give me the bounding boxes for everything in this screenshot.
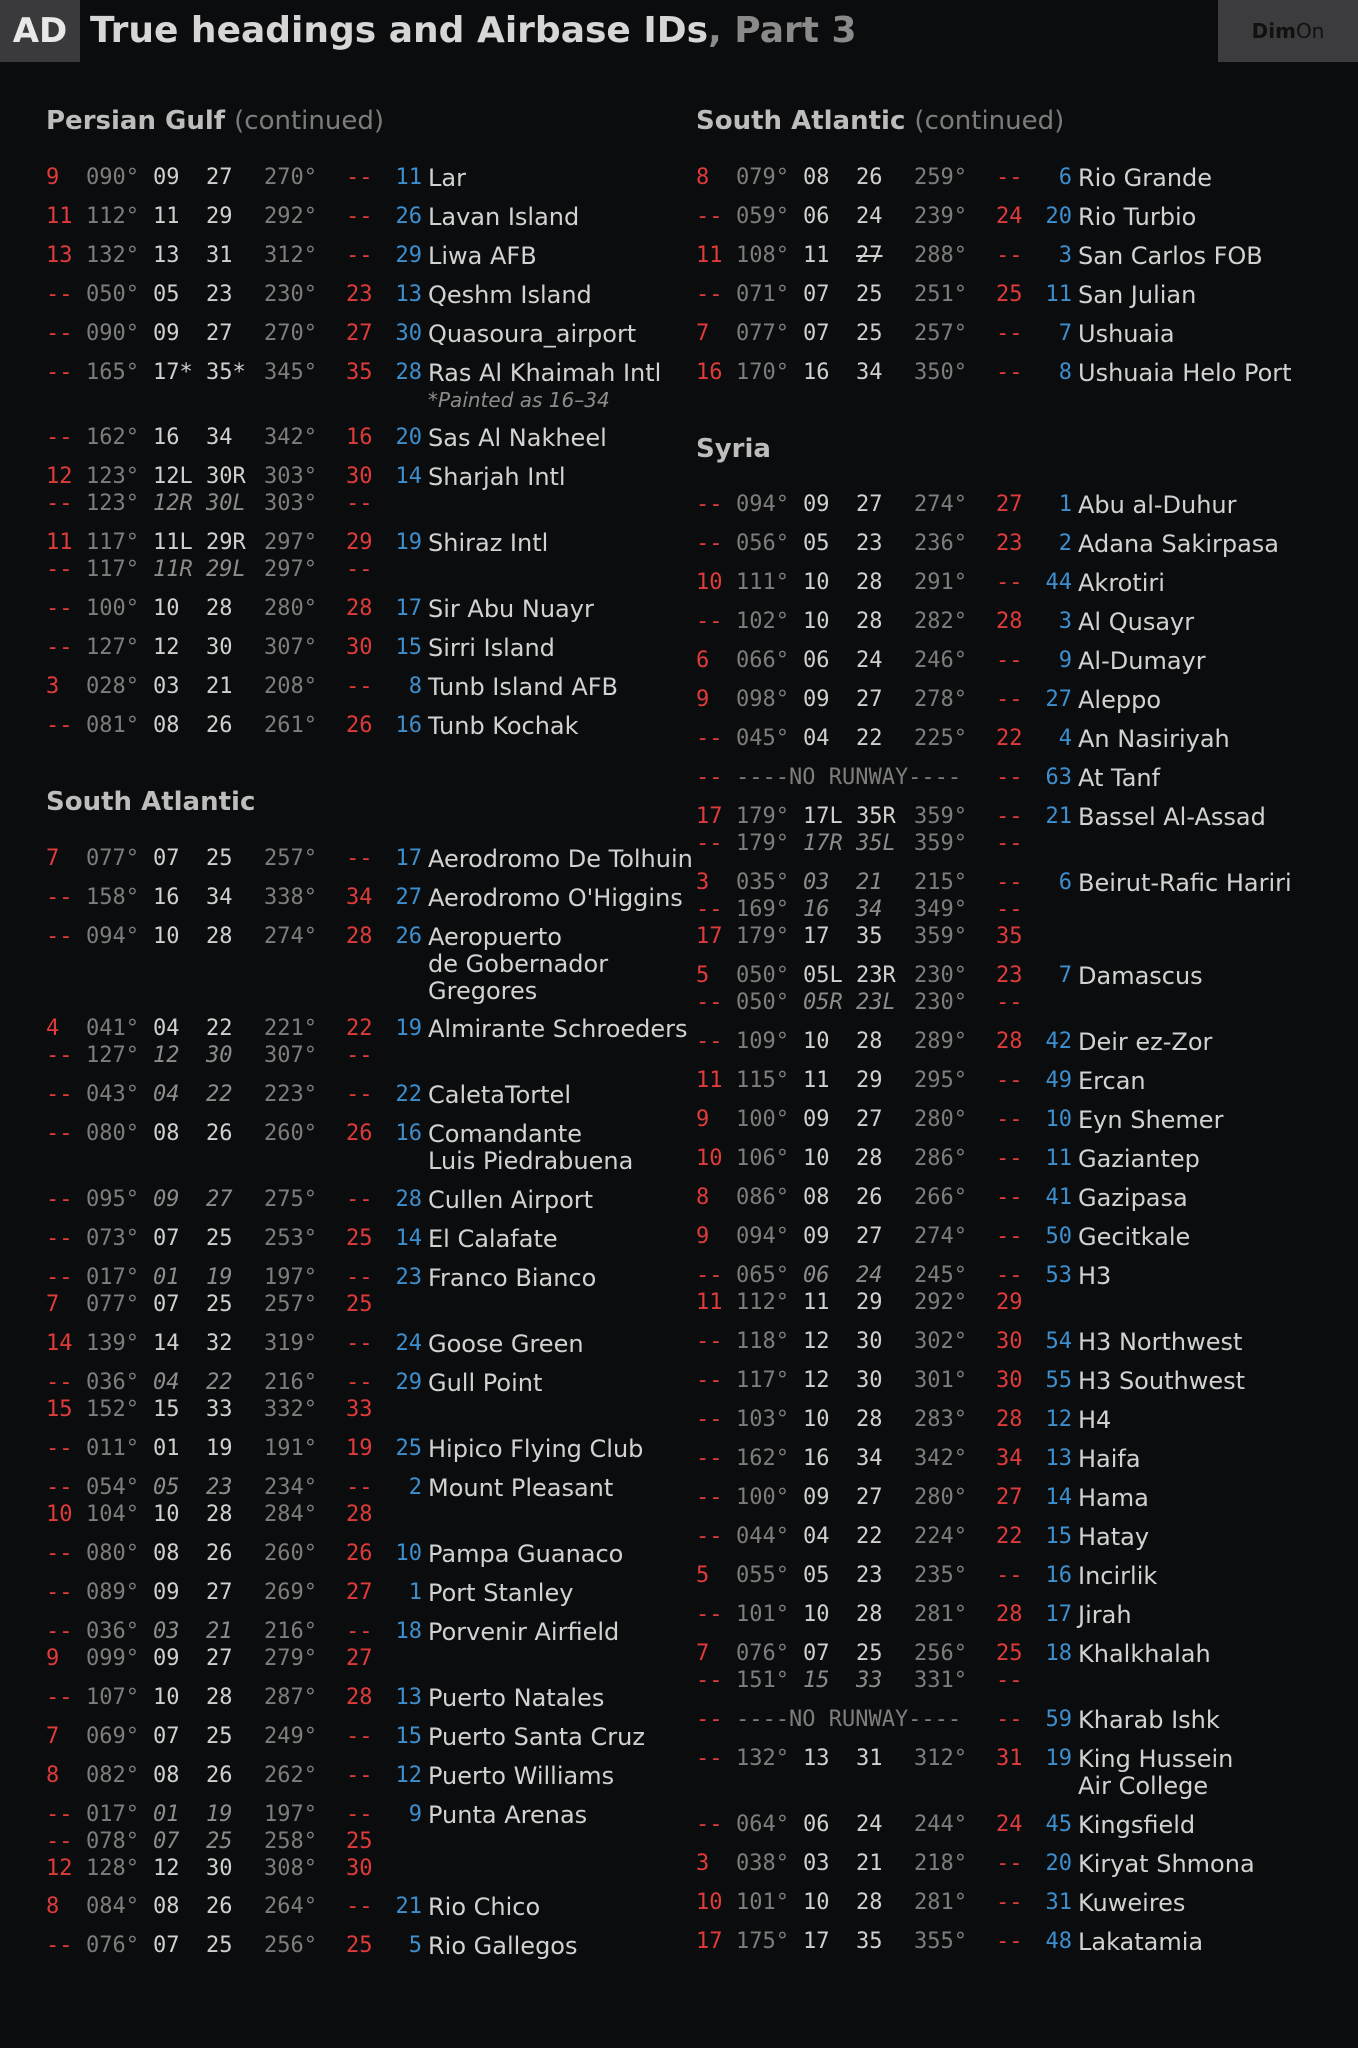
table-row: -- ----NO RUNWAY---- -- 63 At Tanf — [696, 764, 1161, 792]
table-row: -- 118° 12 30 302° 30 54 H3 Northwest — [696, 1328, 1243, 1356]
table-row: -- 076° 07 25 256° 25 5 Rio Gallegos — [46, 1932, 578, 1960]
airbase-name: Cullen Airport — [428, 1186, 594, 1214]
airbase-name: Almirante Schroeders — [428, 1015, 688, 1043]
table-row: -- 089° 09 27 269° 27 1 Port Stanley — [46, 1579, 574, 1607]
airbase-name: Puerto Williams — [428, 1762, 615, 1790]
airbase-name: Abu al-Duhur — [1078, 491, 1237, 519]
airbase-name: Deir ez-Zor — [1078, 1028, 1213, 1056]
table-row: -- 036° 04 22 216° -- 29 Gull Point 15 152° 15 33 332° 33 — [46, 1369, 543, 1422]
airbase-name: Gaziantep — [1078, 1145, 1200, 1173]
airbase-name: Liwa AFB — [428, 242, 537, 270]
airbase-name: Rio Grande — [1078, 164, 1213, 192]
airbase-name: Akrotiri — [1078, 569, 1165, 597]
airbase-name: Bassel Al-Assad — [1078, 803, 1266, 831]
airbase-name: Pampa Guanaco — [428, 1540, 624, 1568]
table-row: 14 139° 14 32 319° -- 24 Goose Green — [46, 1330, 584, 1358]
table-row: -- 095° 09 27 275° -- 28 Cullen Airport — [46, 1186, 594, 1214]
table-row: 7 077° 07 25 257° -- 7 Ushuaia — [696, 320, 1175, 348]
table-row: 9 090° 09 27 270° -- 11 Lar — [46, 164, 466, 192]
airbase-name: H3 Southwest — [1078, 1367, 1246, 1395]
table-row: 13 132° 13 31 312° -- 29 Liwa AFB — [46, 242, 537, 270]
table-row: 9 094° 09 27 274° -- 50 Gecitkale — [696, 1223, 1191, 1251]
table-row: -- 065° 06 24 245° -- 53 H3 11 112° 11 29 292° 29 — [696, 1262, 1112, 1315]
table-row: 11 115° 11 29 295° -- 49 Ercan — [696, 1067, 1146, 1095]
table-row: -- 094° 09 27 274° 27 1 Abu al-Duhur — [696, 491, 1237, 519]
airbase-name: Adana Sakirpasa — [1078, 530, 1280, 558]
table-row: -- 109° 10 28 289° 28 42 Deir ez-Zor — [696, 1028, 1213, 1056]
airbase-name: Punta Arenas — [428, 1801, 588, 1829]
airbase-name: H3 Northwest — [1078, 1328, 1243, 1356]
airbase-name: Rio Turbio — [1078, 203, 1197, 231]
table-row: -- 059° 06 24 239° 24 20 Rio Turbio — [696, 203, 1197, 231]
airbase-name: Qeshm Island — [428, 281, 592, 309]
table-row: 7 077° 07 25 257° -- 17 Aerodromo De Tolhuin — [46, 845, 693, 873]
table-row: 5 055° 05 23 235° -- 16 Incirlik — [696, 1562, 1158, 1590]
left-column — [46, 0, 716, 2048]
airbase-name: Sas Al Nakheel — [428, 424, 607, 452]
table-row: -- 127° 12 30 307° 30 15 Sirri Island — [46, 634, 555, 662]
airbase-name: San Carlos FOB — [1078, 242, 1263, 270]
table-row: 16 170° 16 34 350° -- 8 Ushuaia Helo Port — [696, 359, 1292, 387]
airbase-name: Porvenir Airfield — [428, 1618, 620, 1646]
section-title-south-atlantic: South Atlantic — [46, 787, 256, 817]
airbase-name: Port Stanley — [428, 1579, 574, 1607]
airbase-name: An Nasiriyah — [1078, 725, 1230, 753]
airbase-name: Hatay — [1078, 1523, 1150, 1551]
table-row: 10 101° 10 28 281° -- 31 Kuweires — [696, 1889, 1186, 1917]
airbase-name: Jirah — [1078, 1601, 1132, 1629]
airbase-name: Khalkhalah — [1078, 1640, 1211, 1668]
airbase-name: Ercan — [1078, 1067, 1146, 1095]
airbase-name: San Julian — [1078, 281, 1197, 309]
airbase-name: Shiraz Intl — [428, 529, 549, 557]
table-row: 3 035° 03 21 215° -- 6 Beirut-Rafic Hariri -- 169° 16 34 349° -- 17 179° 17 35 359° 35 — [696, 869, 1292, 949]
airbase-name: Haifa — [1078, 1445, 1141, 1473]
table-row: -- 043° 04 22 223° -- 22 CaletaTortel — [46, 1081, 571, 1109]
table-row: -- 036° 03 21 216° -- 18 Porvenir Airfield 9 099° 09 27 279° 27 — [46, 1618, 620, 1671]
table-row: -- 056° 05 23 236° 23 2 Adana Sakirpasa — [696, 530, 1280, 558]
table-row: 4 041° 04 22 221° 22 19 Almirante Schroeders -- 127° 12 30 307° -- — [46, 1015, 688, 1068]
table-row: 8 086° 08 26 266° -- 41 Gazipasa — [696, 1184, 1188, 1212]
table-row: 17 179° 17L 35R 359° -- 21 Bassel Al-Assad -- 179° 17R 35L 359° -- — [696, 803, 1266, 856]
airbase-name: Sharjah Intl — [428, 463, 566, 491]
airbase-name: Aerodromo O'Higgins — [428, 884, 683, 912]
airbase-name: Rio Chico — [428, 1893, 541, 1921]
section-title-syria: Syria — [696, 434, 771, 464]
table-row: 10 106° 10 28 286° -- 11 Gaziantep — [696, 1145, 1200, 1173]
airbase-name: Eyn Shemer — [1078, 1106, 1224, 1134]
table-row: 5 050° 05L 23R 230° 23 7 Damascus -- 050° 05R 23L 230° -- — [696, 962, 1203, 1015]
table-row: -- 080° 08 26 260° 26 16 Comandante Luis Piedrabuena — [46, 1120, 634, 1175]
airbase-name: Tunb Island AFB — [428, 673, 619, 701]
airbase-name: Hipico Flying Club — [428, 1435, 644, 1463]
table-row: 12 123° 12L 30R 303° 30 14 Sharjah Intl -- 123° 12R 30L 303° -- — [46, 463, 566, 516]
table-row: -- 081° 08 26 261° 26 16 Tunb Kochak — [46, 712, 579, 740]
airbase-name: King Hussein — [1078, 1745, 1234, 1773]
airbase-name: Sirri Island — [428, 634, 555, 662]
airbase-name: Kharab Ishk — [1078, 1706, 1220, 1734]
airbase-name: Kuweires — [1078, 1889, 1186, 1917]
table-row: -- 162° 16 34 342° 34 13 Haifa — [696, 1445, 1141, 1473]
table-row: -- 073° 07 25 253° 25 14 El Calafate — [46, 1225, 558, 1253]
airbase-name: Franco Bianco — [428, 1264, 597, 1292]
airbase-name: Gull Point — [428, 1369, 543, 1397]
airbase-name: Damascus — [1078, 962, 1203, 990]
table-row: -- 064° 06 24 244° 24 45 Kingsfield — [696, 1811, 1196, 1839]
table-row: 11 108° 11 27 288° -- 3 San Carlos FOB — [696, 242, 1263, 270]
table-row: -- 158° 16 34 338° 34 27 Aerodromo O'Higgins — [46, 884, 683, 912]
table-row: -- 011° 01 19 191° 19 25 Hipico Flying Club — [46, 1435, 644, 1463]
table-row: -- 117° 12 30 301° 30 55 H3 Southwest — [696, 1367, 1246, 1395]
section-title-persian-gulf: Persian Gulf (continued) — [46, 106, 384, 136]
section-badge: AD — [0, 0, 80, 62]
airbase-name: Incirlik — [1078, 1562, 1158, 1590]
table-row: -- 107° 10 28 287° 28 13 Puerto Natales — [46, 1684, 605, 1712]
table-row: -- 045° 04 22 225° 22 4 An Nasiriyah — [696, 725, 1230, 753]
table-row: -- 165° 17* 35* 345° 35 28 Ras Al Khaimah Intl *Painted as 16–34 — [46, 359, 662, 412]
airbase-name: Rio Gallegos — [428, 1932, 578, 1960]
table-row: -- 102° 10 28 282° 28 3 Al Qusayr — [696, 608, 1195, 636]
table-row: 8 082° 08 26 262° -- 12 Puerto Williams — [46, 1762, 615, 1790]
airbase-name: CaletaTortel — [428, 1081, 571, 1109]
table-row: 10 111° 10 28 291° -- 44 Akrotiri — [696, 569, 1165, 597]
no-runway-label: ----NO RUNWAY---- — [736, 765, 962, 790]
right-column — [696, 0, 1358, 2048]
table-row: -- 100° 09 27 280° 27 14 Hama — [696, 1484, 1149, 1512]
airbase-name: Sir Abu Nuayr — [428, 595, 594, 623]
table-row: -- 132° 13 31 312° 31 19 King Hussein Air College — [696, 1745, 1234, 1800]
airbase-name: Ras Al Khaimah Intl — [428, 359, 662, 387]
airbase-name: Kingsfield — [1078, 1811, 1196, 1839]
section-title-south-atlantic-continued: South Atlantic (continued) — [696, 106, 1065, 136]
table-row: 9 098° 09 27 278° -- 27 Aleppo — [696, 686, 1162, 714]
table-row: 3 038° 03 21 218° -- 20 Kiryat Shmona — [696, 1850, 1255, 1878]
airbase-name: Lavan Island — [428, 203, 580, 231]
table-row: 11 117° 11L 29R 297° 29 19 Shiraz Intl -- 117° 11R 29L 297° -- — [46, 529, 549, 582]
table-row: -- 080° 08 26 260° 26 10 Pampa Guanaco — [46, 1540, 624, 1568]
airbase-name: Aleppo — [1078, 686, 1162, 714]
table-row: 6 066° 06 24 246° -- 9 Al-Dumayr — [696, 647, 1206, 675]
airbase-name: Hama — [1078, 1484, 1149, 1512]
title-part: , Part 3 — [708, 10, 857, 51]
table-row: -- 100° 10 28 280° 28 17 Sir Abu Nuayr — [46, 595, 594, 623]
table-row: -- 050° 05 23 230° 23 13 Qeshm Island — [46, 281, 592, 309]
airbase-name: Mount Pleasant — [428, 1474, 614, 1502]
airbase-name: Puerto Santa Cruz — [428, 1723, 645, 1751]
table-row: -- 044° 04 22 224° 22 15 Hatay — [696, 1523, 1150, 1551]
table-row: 3 028° 03 21 208° -- 8 Tunb Island AFB — [46, 673, 619, 701]
airbase-name: Ushuaia Helo Port — [1078, 359, 1292, 387]
airbase-name: Al Qusayr — [1078, 608, 1195, 636]
airbase-name: H3 — [1078, 1262, 1112, 1290]
airbase-name: Al-Dumayr — [1078, 647, 1206, 675]
no-runway-label: ----NO RUNWAY---- — [736, 1707, 962, 1732]
runway-note: *Painted as 16–34 — [428, 388, 610, 412]
table-row: 7 069° 07 25 249° -- 15 Puerto Santa Cruz — [46, 1723, 645, 1751]
table-row: -- 054° 05 23 234° -- 2 Mount Pleasant 10 104° 10 28 284° 28 — [46, 1474, 614, 1527]
table-row: 9 100° 09 27 280° -- 10 Eyn Shemer — [696, 1106, 1224, 1134]
closed-runway: 27 — [856, 243, 883, 268]
table-row: 8 084° 08 26 264° -- 21 Rio Chico — [46, 1893, 541, 1921]
airbase-name: Kiryat Shmona — [1078, 1850, 1255, 1878]
table-row: 7 076° 07 25 256° 25 18 Khalkhalah -- 151° 15 33 331° -- — [696, 1640, 1211, 1693]
title-main: True headings and Airbase IDs — [90, 10, 709, 51]
airbase-name: Gecitkale — [1078, 1223, 1191, 1251]
table-row: -- 101° 10 28 281° 28 17 Jirah — [696, 1601, 1132, 1629]
table-row: 8 079° 08 26 259° -- 6 Rio Grande — [696, 164, 1213, 192]
airbase-name: Puerto Natales — [428, 1684, 605, 1712]
toggle-dim-label: Dim — [1251, 19, 1296, 43]
table-row: -- 071° 07 25 251° 25 11 San Julian — [696, 281, 1197, 309]
table-row: -- 017° 01 19 197° -- 9 Punta Arenas -- 078° 07 25 258° 25 12 128° 12 30 308° 30 — [46, 1801, 588, 1881]
table-row: -- 103° 10 28 283° 28 12 H4 — [696, 1406, 1112, 1434]
airbase-name: Tunb Kochak — [428, 712, 579, 740]
airbase-name: Goose Green — [428, 1330, 584, 1358]
airbase-name: Lar — [428, 164, 466, 192]
airbase-name: Aerodromo De Tolhuin — [428, 845, 693, 873]
airbase-name: Aeropuerto — [428, 923, 562, 951]
airbase-name: El Calafate — [428, 1225, 558, 1253]
airbase-name: Comandante — [428, 1120, 583, 1148]
airbase-name: Lakatamia — [1078, 1928, 1204, 1956]
toggle-on-label: On — [1295, 19, 1325, 43]
table-row: -- 162° 16 34 342° 16 20 Sas Al Nakheel — [46, 424, 607, 452]
table-row: -- ----NO RUNWAY---- -- 59 Kharab Ishk — [696, 1706, 1220, 1734]
table-row: -- 094° 10 28 274° 28 26 Aeropuerto de Gobernador Gregores — [46, 923, 609, 1005]
airbase-name: At Tanf — [1078, 764, 1161, 792]
table-row: 17 175° 17 35 355° -- 48 Lakatamia — [696, 1928, 1204, 1956]
airbase-name: Ushuaia — [1078, 320, 1175, 348]
airbase-name: Quasoura_airport — [428, 320, 637, 348]
table-row: 11 112° 11 29 292° -- 26 Lavan Island — [46, 203, 580, 231]
table-row: -- 017° 01 19 197° -- 23 Franco Bianco 7 077° 07 25 257° 25 — [46, 1264, 597, 1317]
airbase-name: Beirut-Rafic Hariri — [1078, 869, 1292, 897]
table-row: -- 090° 09 27 270° 27 30 Quasoura_airport — [46, 320, 637, 348]
airbase-name: H4 — [1078, 1406, 1112, 1434]
airbase-name: Gazipasa — [1078, 1184, 1188, 1212]
